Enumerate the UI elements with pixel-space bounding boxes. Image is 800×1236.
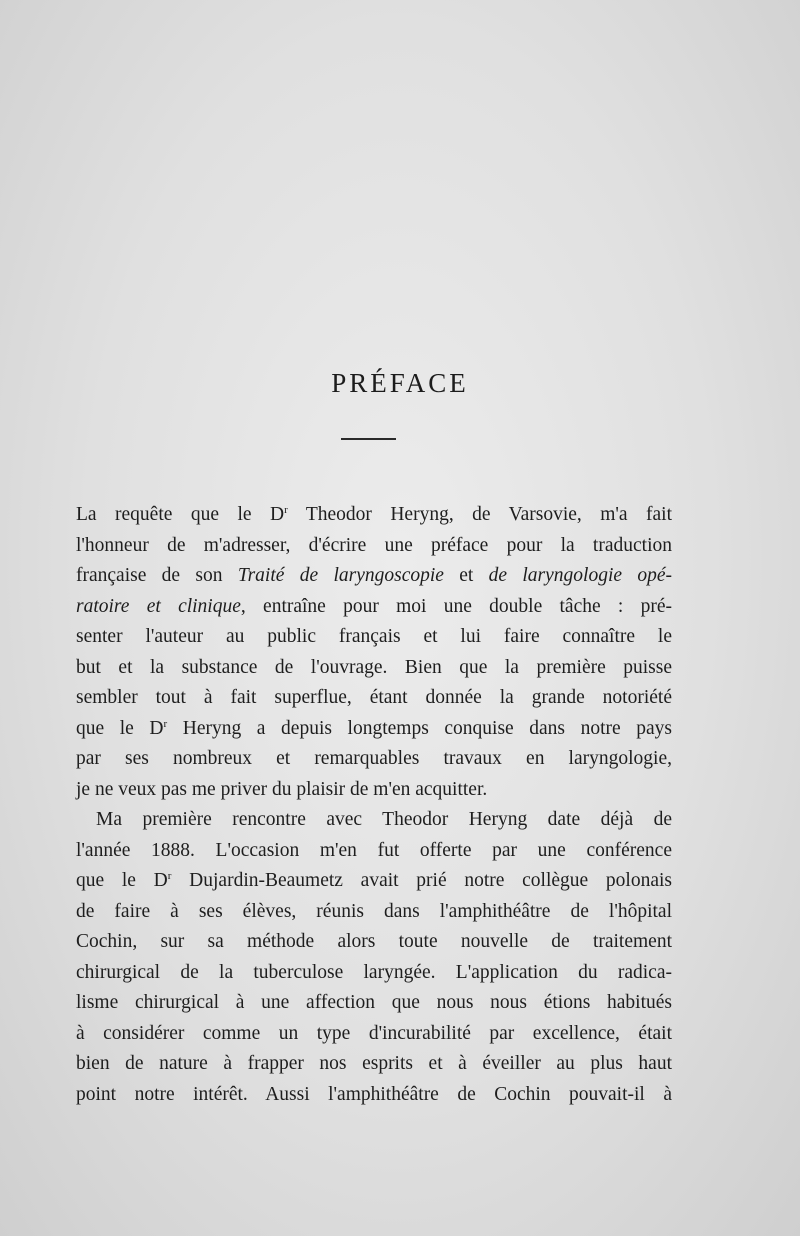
text-segment: française de son: [76, 565, 238, 586]
text-line: [76, 744, 672, 775]
text-segment: chirurgical de la tuberculose laryngée. L'application du radica-: [76, 961, 672, 983]
superscript: r: [163, 717, 168, 730]
text-line: [76, 592, 672, 623]
text-segment: , entraîne pour moi une double tâche : pré-: [240, 595, 672, 617]
text-line: [76, 500, 672, 531]
text-segment: à considérer comme un type d'incurabilité par excellence, était: [76, 1022, 672, 1044]
text-segment: je ne veux pas me priver du plaisir de m'en acquitter.: [76, 778, 488, 800]
text-segment: bien de nature à frapper nos esprits et à éveiller au plus haut: [76, 1053, 672, 1074]
text-segment: La requête que le D: [76, 504, 285, 525]
text-segment: but et la substance de l'ouvrage. Bien que la première puisse: [76, 656, 672, 678]
text-segment: que le D: [76, 717, 164, 739]
text-line: [76, 866, 672, 897]
text-segment: de faire à ses élèves, réunis dans l'amphithéâtre de l'hôpital: [76, 900, 672, 922]
text-line: [76, 1049, 672, 1080]
text-segment: sembler tout à fait superflue, étant donnée la grande notoriété: [76, 687, 672, 708]
text-line: [76, 1080, 672, 1111]
text-line: [76, 622, 672, 653]
text-segment: par ses nombreux et remarquables travaux en laryngologie,: [76, 748, 672, 769]
superscript: r: [167, 870, 172, 882]
text-line: [76, 836, 672, 867]
italic-text: ratoire et clinique: [76, 595, 241, 617]
italic-text: Traité de laryngoscopie: [237, 565, 444, 586]
text-segment: lisme chirurgical à une affection que nous nous étions habitués: [76, 992, 672, 1013]
text-segment: point notre intérêt. Aussi l'amphithéâtre de Cochin pouvait-il à: [76, 1083, 672, 1105]
text-line: [76, 683, 672, 714]
text-line: [76, 714, 672, 745]
italic-text: de laryngologie opé-: [488, 565, 672, 586]
superscript: r: [284, 504, 288, 516]
text-line: [76, 988, 672, 1019]
text-segment: que le D: [76, 870, 168, 891]
text-line: [76, 897, 672, 928]
text-line: [76, 561, 672, 592]
text-line: [76, 927, 672, 958]
text-line: [76, 775, 672, 806]
text-line: [76, 958, 672, 989]
text-line: [76, 531, 672, 562]
text-segment: Theodor Heryng, de Varsovie, m'a fait: [287, 504, 672, 525]
text-segment: Heryng a depuis longtemps conquise dans notre pays: [167, 717, 672, 739]
text-segment: l'année 1888. L'occasion m'en fut offerte par une conférence: [76, 839, 672, 861]
text-line: [76, 805, 672, 836]
text-segment: Dujardin-Beaumetz avait prié notre collègue polonais: [171, 870, 673, 891]
text-segment: Ma première rencontre avec Theodor Heryng date déjà de: [96, 809, 672, 830]
title-rule: [341, 438, 396, 440]
text-line: [76, 653, 672, 684]
preface-body: [76, 500, 672, 1110]
text-segment: l'honneur de m'adresser, d'écrire une préface pour la traduction: [76, 534, 672, 556]
text-segment: senter l'auteur au public français et lui faire connaître le: [76, 626, 672, 647]
text-line: [76, 1019, 672, 1050]
text-segment: et: [443, 565, 489, 586]
text-segment: Cochin, sur sa méthode alors toute nouvelle de traitement: [76, 931, 672, 952]
page-title: PRÉFACE: [331, 368, 469, 398]
